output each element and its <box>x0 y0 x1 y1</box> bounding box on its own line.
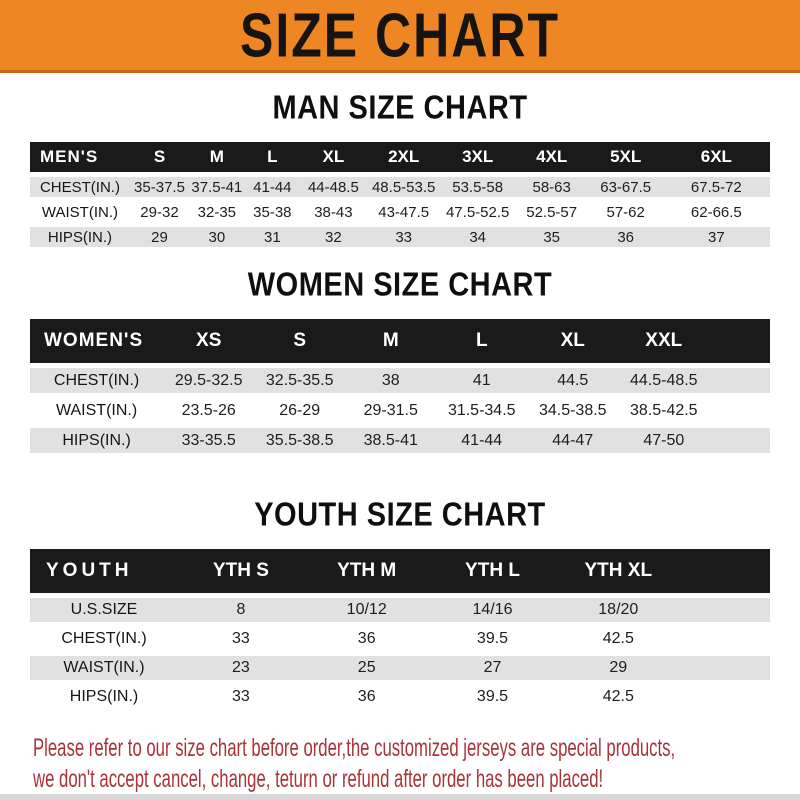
spacer-cell <box>709 398 770 423</box>
size-value-cell: 18/20 <box>598 601 639 618</box>
size-value-cell: 33 <box>232 688 250 705</box>
men-col-header: M <box>209 147 224 166</box>
size-value-cell: 29-32 <box>140 203 179 221</box>
women-section-title <box>0 268 800 307</box>
size-value-cell: 38.5-42.5 <box>629 401 698 419</box>
size-value-cell: 30 <box>208 228 226 246</box>
men-hips-row <box>30 227 770 247</box>
youth-col-header: YTH S <box>212 560 269 581</box>
men-col-header: 5XL <box>610 147 642 166</box>
size-value-cell: 37 <box>707 228 725 246</box>
men-col-header: 2XL <box>388 147 420 166</box>
spacer-cell <box>709 319 770 363</box>
size-value-cell: 43-47.5 <box>378 203 430 221</box>
size-value-cell: 33 <box>232 630 250 647</box>
women-waist-row <box>30 398 770 423</box>
size-value-cell: 44-48.5 <box>307 178 359 196</box>
spacer-cell <box>681 685 770 709</box>
women-col-header: XL <box>560 330 585 351</box>
footer-note <box>0 732 800 794</box>
youth-section-title-text: YOUTH SIZE CHART <box>254 496 546 534</box>
size-chart-banner <box>0 0 800 73</box>
size-value-cell: 38.5-41 <box>363 431 418 449</box>
spacer-cell <box>681 627 770 651</box>
size-value-cell: 23.5-26 <box>181 401 236 419</box>
women-col-header: XS <box>196 330 222 351</box>
men-col-header: 4XL <box>536 147 568 166</box>
man-section-title <box>0 91 800 130</box>
women-size-table <box>30 314 770 458</box>
row-label: U.S.SIZE <box>70 601 138 618</box>
women-col-header: S <box>293 330 307 351</box>
footer-note-line2: we don't accept cancel, change, teturn or refund after order has been placed! <box>33 764 604 793</box>
size-value-cell: 47-50 <box>643 431 685 449</box>
size-value-cell: 57-62 <box>606 203 645 221</box>
women-table-header-row <box>30 319 770 363</box>
youth-ussize-row <box>30 598 770 622</box>
men-col-header: XL <box>322 147 345 166</box>
size-value-cell: 10/12 <box>346 601 387 618</box>
size-value-cell: 29.5-32.5 <box>174 371 243 389</box>
size-value-cell: 47.5-52.5 <box>445 203 510 221</box>
size-value-cell: 29-31.5 <box>363 401 418 419</box>
size-value-cell: 63-67.5 <box>600 178 652 196</box>
youth-table-header-row <box>30 549 770 593</box>
size-value-cell: 41 <box>472 371 491 389</box>
size-value-cell: 36 <box>357 630 376 647</box>
youth-waist-row <box>30 656 770 680</box>
size-value-cell: 35-38 <box>253 203 292 221</box>
size-value-cell: 58-63 <box>532 178 571 196</box>
men-col-header: S <box>153 147 166 166</box>
size-value-cell: 62-66.5 <box>690 203 742 221</box>
size-value-cell: 44-47 <box>552 431 594 449</box>
size-value-cell: 33 <box>395 228 413 246</box>
size-value-cell: 32.5-35.5 <box>265 371 334 389</box>
youth-hips-row <box>30 685 770 709</box>
row-label: HIPS(IN.) <box>62 431 131 449</box>
row-label: WAIST(IN.) <box>63 659 145 676</box>
women-chest-row <box>30 368 770 393</box>
men-table-header-row <box>30 142 770 172</box>
row-label: HIPS(IN.) <box>47 228 113 246</box>
youth-section-title <box>0 498 800 537</box>
spacer-cell <box>681 549 770 593</box>
spacer-cell <box>681 656 770 680</box>
size-value-cell: 37.5-41 <box>191 178 243 196</box>
youth-size-table <box>30 544 770 714</box>
row-label: CHEST(IN.) <box>61 630 147 647</box>
size-value-cell: 42.5 <box>602 630 634 647</box>
size-value-cell: 29 <box>609 659 628 676</box>
youth-col-header: YTH L <box>465 560 520 581</box>
size-value-cell: 31.5-34.5 <box>447 401 516 419</box>
women-col-header: XXL <box>645 330 683 351</box>
size-value-cell: 35.5-38.5 <box>265 431 334 449</box>
size-value-cell: 33-35.5 <box>181 431 236 449</box>
size-value-cell: 42.5 <box>602 688 634 705</box>
size-value-cell: 38 <box>381 371 400 389</box>
men-waist-row <box>30 202 770 222</box>
size-value-cell: 39.5 <box>476 630 509 647</box>
men-size-table <box>30 137 770 252</box>
size-value-cell: 32 <box>325 228 342 246</box>
size-value-cell: 36 <box>617 228 635 246</box>
men-col-header: 3XL <box>462 147 494 166</box>
row-label: CHEST(IN.) <box>39 178 120 196</box>
size-value-cell: 36 <box>357 688 376 705</box>
row-label: HIPS(IN.) <box>69 688 139 705</box>
youth-chest-row <box>30 627 770 651</box>
page-title: SIZE CHART <box>240 0 560 70</box>
size-value-cell: 41-44 <box>461 431 503 449</box>
size-value-cell: 48.5-53.5 <box>371 178 436 196</box>
youth-table-label: YOUTH <box>46 560 133 581</box>
spacer-cell <box>681 598 770 622</box>
row-label: WAIST(IN.) <box>41 203 118 221</box>
size-value-cell: 35-37.5 <box>134 178 185 196</box>
women-col-header: L <box>475 330 488 351</box>
footer-note-line1: Please refer to our size chart before order,the customized jerseys are special products, <box>33 733 676 762</box>
spacer-cell <box>709 428 770 453</box>
size-value-cell: 34 <box>469 228 487 246</box>
men-chest-row <box>30 177 770 197</box>
size-value-cell: 29 <box>151 228 168 246</box>
size-value-cell: 53.5-58 <box>452 178 504 196</box>
size-value-cell: 52.5-57 <box>526 203 578 221</box>
row-label: WAIST(IN.) <box>56 401 138 419</box>
youth-col-header: YTH M <box>337 560 397 581</box>
size-value-cell: 32-35 <box>197 203 237 221</box>
size-value-cell: 8 <box>236 601 246 618</box>
size-value-cell: 31 <box>263 228 281 246</box>
size-value-cell: 44.5-48.5 <box>629 371 698 389</box>
size-value-cell: 25 <box>357 659 376 676</box>
size-value-cell: 41-44 <box>253 178 292 196</box>
size-value-cell: 34.5-38.5 <box>538 401 607 419</box>
women-hips-row <box>30 428 770 453</box>
man-section-title-text: MAN SIZE CHART <box>272 89 528 127</box>
size-value-cell: 26-29 <box>279 401 321 419</box>
women-section-title-text: WOMEN SIZE CHART <box>247 266 553 304</box>
spacer-cell <box>709 368 770 393</box>
size-value-cell: 44.5 <box>557 371 589 389</box>
size-value-cell: 23 <box>232 659 250 676</box>
size-value-cell: 14/16 <box>472 601 513 618</box>
row-label: CHEST(IN.) <box>53 371 140 389</box>
size-value-cell: 35 <box>543 228 561 246</box>
men-col-header: 6XL <box>700 147 732 166</box>
men-col-header: L <box>267 147 278 166</box>
youth-col-header: YTH XL <box>584 560 653 581</box>
size-value-cell: 38-43 <box>314 203 353 221</box>
women-col-header: M <box>382 330 399 351</box>
women-table-label: WOMEN'S <box>44 330 144 351</box>
size-value-cell: 67.5-72 <box>690 178 742 196</box>
bottom-edge-strip <box>0 794 800 800</box>
men-table-label: MEN'S <box>40 147 99 166</box>
size-value-cell: 27 <box>483 659 502 676</box>
size-value-cell: 39.5 <box>476 688 509 705</box>
